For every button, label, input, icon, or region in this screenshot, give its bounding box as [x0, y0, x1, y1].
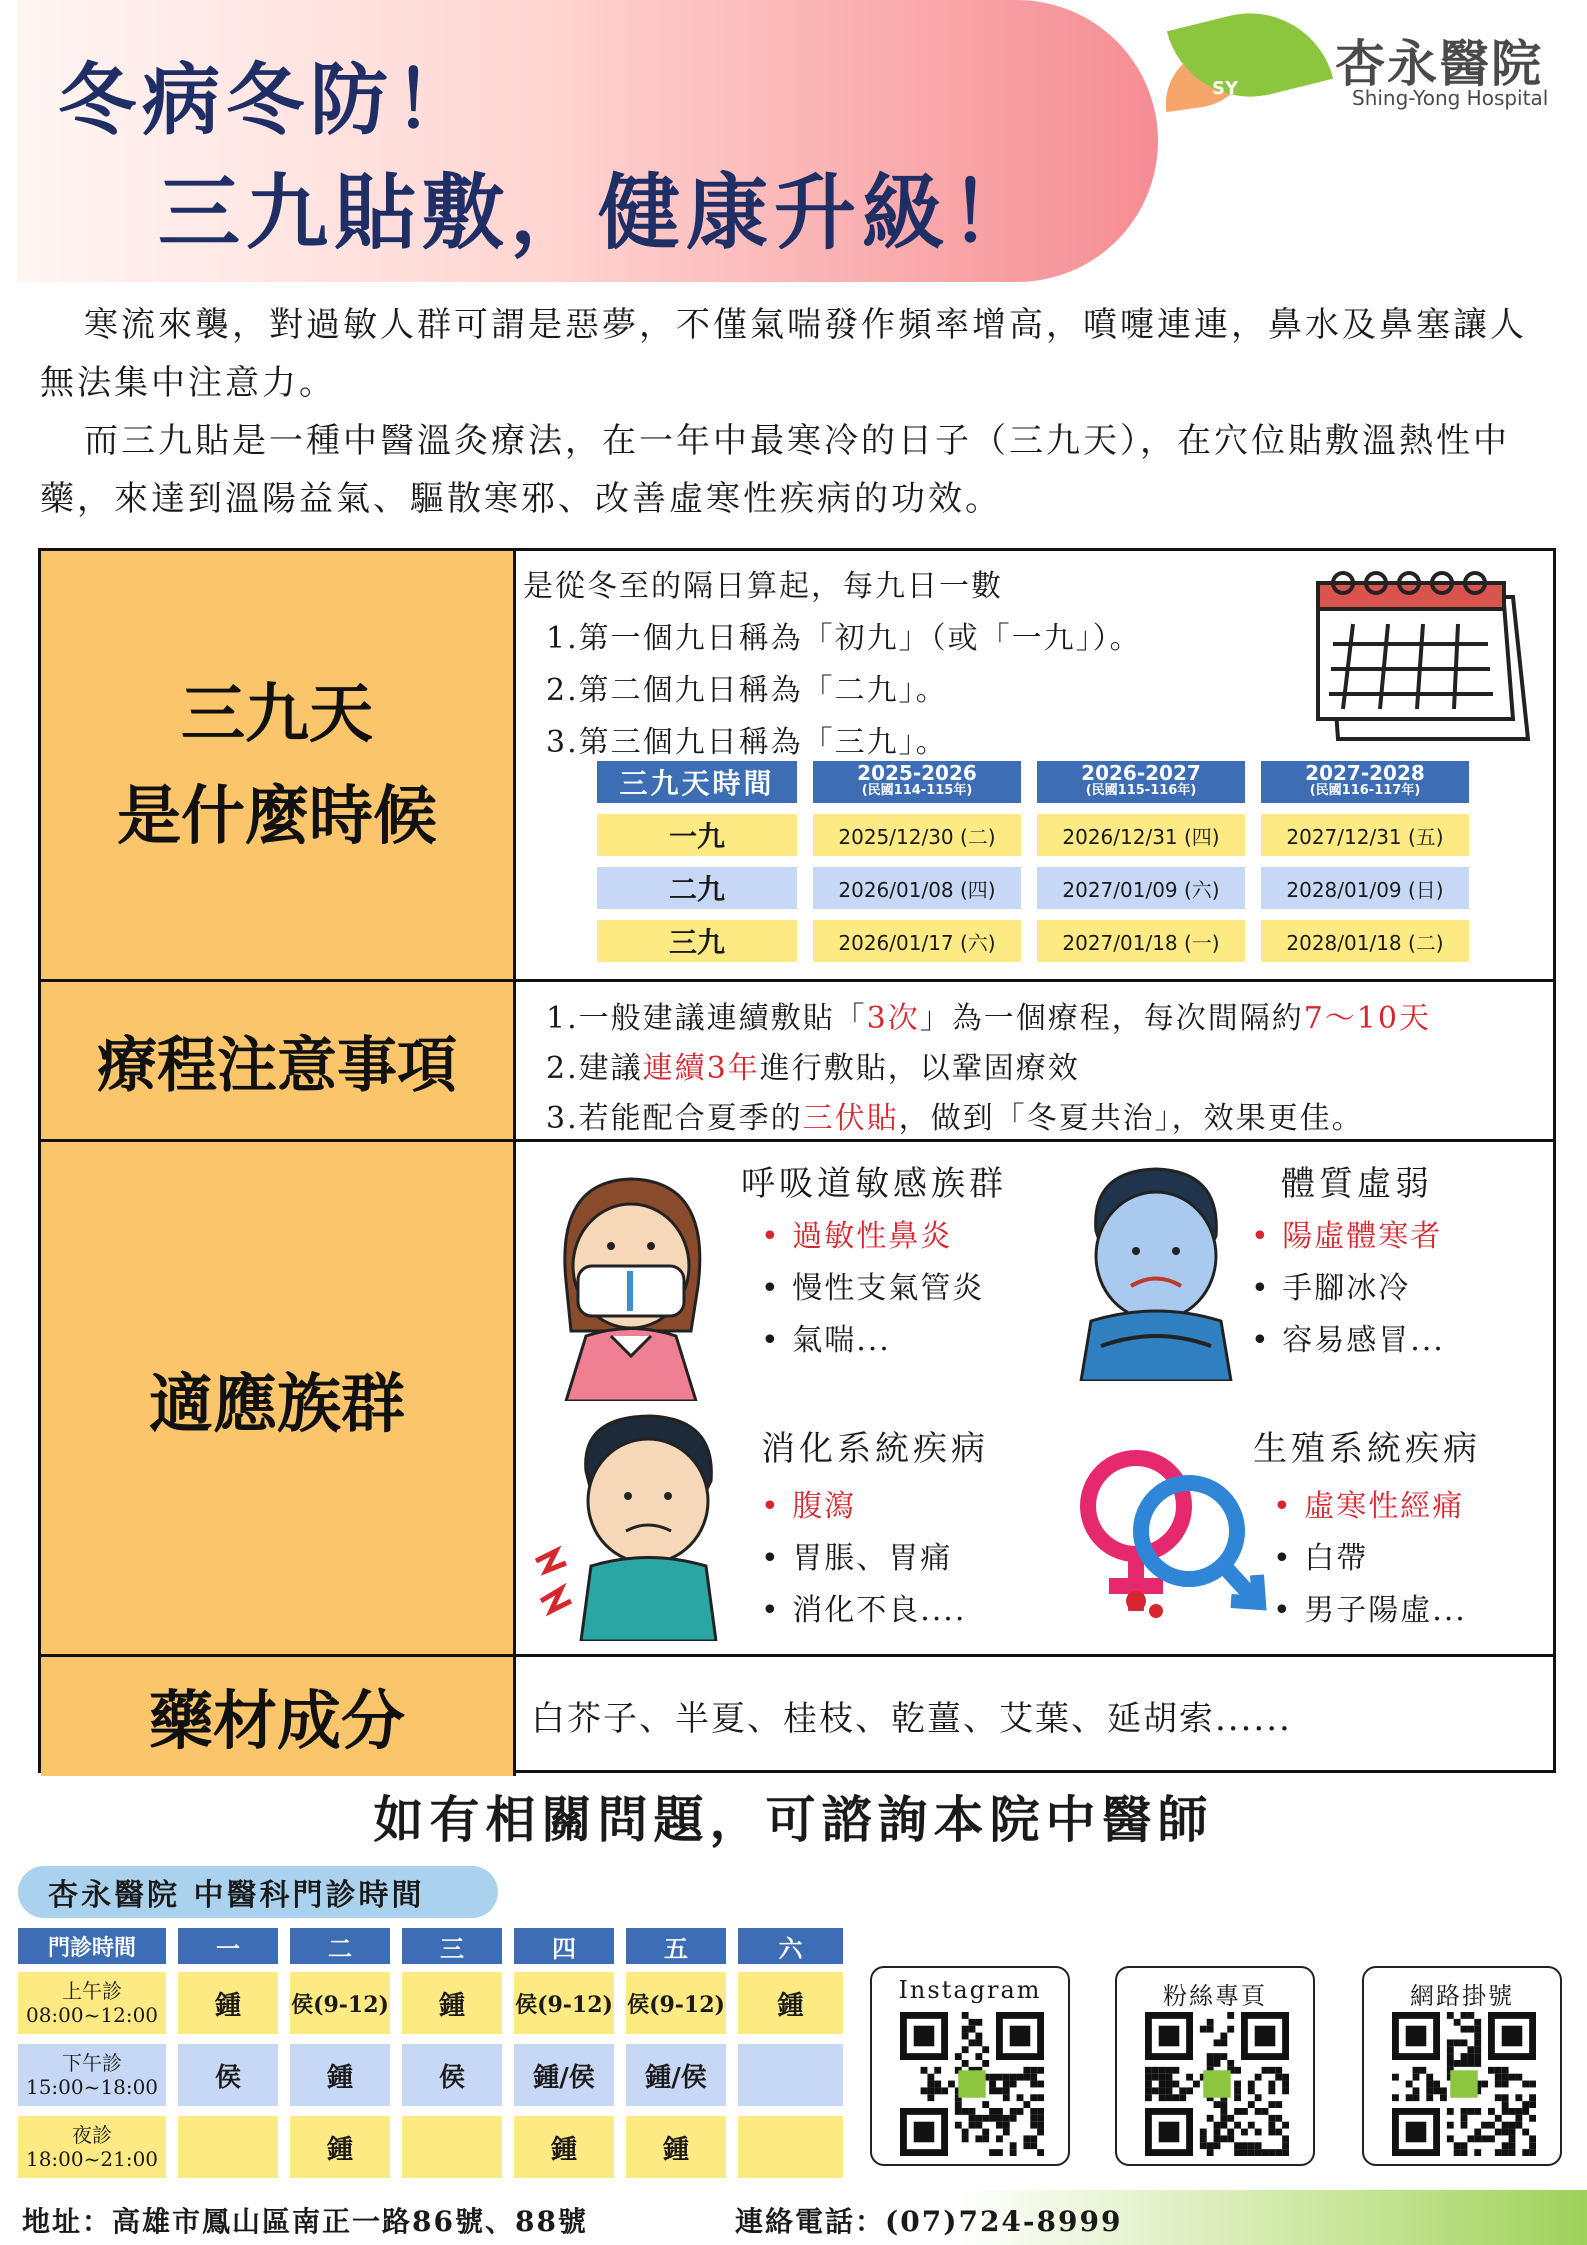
- group-item-text: 氣喘...: [792, 1323, 891, 1358]
- group-item-text: 胃脹、胃痛: [792, 1541, 953, 1576]
- register-qr-card[interactable]: [1362, 1966, 1562, 2166]
- hours-slot: [18, 1972, 166, 2034]
- hours-day: 二: [290, 1928, 390, 1964]
- slot-time: 18:00~21:00: [25, 2147, 159, 2171]
- schedule-date: 2028/01/18 (二): [1261, 920, 1469, 962]
- year-label: 2025-2026: [857, 761, 977, 785]
- schedule-date: 2026/01/08 (四): [813, 867, 1021, 909]
- hours-cell: 侯(9-12): [514, 1972, 614, 2034]
- group-item-text: 男子陽虛...: [1304, 1593, 1467, 1628]
- hours-cell: 鍾: [402, 1972, 502, 2034]
- instagram-label: Instagram: [898, 1976, 1042, 2004]
- hours-cell: 鍾/侯: [514, 2044, 614, 2106]
- hours-cell: 鍾: [738, 1972, 843, 2034]
- group-item: • 白帶: [1273, 1541, 1369, 1576]
- group-item: • 慢性支氣管炎: [761, 1271, 985, 1306]
- note-highlight: 7～10天: [1303, 1001, 1431, 1036]
- group-item-text: 手腳冰冷: [1282, 1271, 1411, 1306]
- schedule-date: 2025/12/30 (二): [813, 814, 1021, 856]
- note-highlight: 三伏貼: [802, 1101, 899, 1136]
- note-line-2: [546, 1043, 1080, 1087]
- slot-name: 上午診: [62, 1979, 122, 2003]
- info-table: [38, 548, 1556, 1773]
- label-when-line-2: 是什麼時候: [117, 779, 437, 854]
- intro-paragraph-1: 寒流來襲，對過敏人群可謂是惡夢，不僅氣喘發作頻率增高，噴嚏連連，鼻水及鼻塞讓人無法集中注意力。: [40, 305, 1527, 403]
- when-intro: 是從冬至的隔日算起，每九日一數: [523, 569, 1003, 604]
- divider: [41, 1654, 1553, 1657]
- title-banner: [18, 0, 1158, 282]
- group-title: 生殖系統疾病: [1253, 1429, 1481, 1469]
- hospital-name: 杏永醫院: [1335, 35, 1543, 93]
- consult-message: 如有相關問題，可諮詢本院中醫師: [373, 1790, 1214, 1849]
- hours-cell: [402, 2116, 502, 2178]
- group-item: • 腹瀉: [761, 1489, 857, 1524]
- group-title: 呼吸道敏感族群: [741, 1164, 1007, 1204]
- cold-man-icon: [1051, 1151, 1261, 1381]
- hours-cell: [738, 2044, 843, 2106]
- hours-slot: [18, 2044, 166, 2106]
- footer-address: 地址：高雄市鳳山區南正一路86號、88號: [22, 2205, 588, 2238]
- group-item-text: 白帶: [1304, 1541, 1369, 1576]
- note-text: 3.若能配合夏季的: [546, 1101, 803, 1136]
- hours-cell: 鍾: [290, 2044, 390, 2106]
- hours-cell: 鍾: [514, 2116, 614, 2178]
- group-item: • 消化不良....: [761, 1593, 967, 1628]
- group-item-text: 過敏性鼻炎: [792, 1219, 953, 1254]
- note-highlight: 連續3年: [642, 1051, 760, 1086]
- label-notes: 療程注意事項: [41, 981, 516, 1141]
- when-item-3: 3.第三個九日稱為「三九」。: [546, 725, 948, 760]
- slot-time: 15:00~18:00: [25, 2075, 159, 2099]
- note-text: 1.一般建議連續敷貼「: [546, 1001, 867, 1036]
- schedule-row-name: 三九: [597, 920, 797, 962]
- group-item-text: 容易感冒...: [1282, 1323, 1445, 1358]
- schedule-header: 三九天時間: [597, 761, 797, 803]
- note-highlight: 3次: [866, 1001, 920, 1036]
- register-label: 網路掛號: [1410, 1982, 1514, 2010]
- hours-cell: [738, 2116, 843, 2178]
- hours-head: 門診時間: [18, 1928, 166, 1964]
- group-item-text: 陽虛體寒者: [1282, 1219, 1443, 1254]
- hours-day: 六: [738, 1928, 843, 1964]
- logo-mark: SY: [1212, 78, 1238, 99]
- hours-cell: 侯(9-12): [290, 1972, 390, 2034]
- roc-label: (民國115-116年): [1085, 783, 1197, 798]
- stomachache-man-icon: [526, 1401, 746, 1641]
- schedule-date: 2027/01/18 (一): [1037, 920, 1245, 962]
- hours-cell: 侯: [178, 2044, 278, 2106]
- label-when: [41, 551, 516, 981]
- sneezing-woman-icon: [526, 1161, 736, 1401]
- instagram-qr-code-icon[interactable]: [900, 2012, 1044, 2156]
- group-item-text: 消化不良....: [792, 1593, 967, 1628]
- gender-symbols-icon: [1061, 1441, 1271, 1621]
- hours-day: 三: [402, 1928, 502, 1964]
- ingredients-text: 白芥子、半夏、桂枝、乾薑、艾葉、延胡索......: [531, 1699, 1292, 1739]
- schedule-row-name: 一九: [597, 814, 797, 856]
- register-qr-code-icon[interactable]: [1392, 2012, 1536, 2156]
- label-ingredients: 藥材成分: [41, 1656, 516, 1776]
- hours-day: 四: [514, 1928, 614, 1964]
- note-text: 」為一個療程，每次間隔約: [919, 1001, 1304, 1036]
- hours-cell: 鍾: [290, 2116, 390, 2178]
- group-item-text: 慢性支氣管炎: [792, 1271, 985, 1306]
- group-item: • 胃脹、胃痛: [761, 1541, 953, 1576]
- group-item: • 陽虛體寒者: [1251, 1219, 1443, 1254]
- label-when-line-1: 三九天: [181, 677, 373, 752]
- group-item: • 虛寒性經痛: [1273, 1489, 1465, 1524]
- fanpage-qr-code-icon[interactable]: [1145, 2012, 1289, 2156]
- note-line-1: [546, 993, 1431, 1037]
- divider: [41, 979, 1553, 982]
- hours-cell: 侯: [402, 2044, 502, 2106]
- intro-paragraph-2: 而三九貼是一種中醫溫灸療法，在一年中最寒冷的日子（三九天），在穴位貼敷溫熱性中藥，來達到溫陽益氣、驅散寒邪、改善虛寒性疾病的功效。: [40, 421, 1510, 519]
- slot-name: 夜診: [72, 2123, 112, 2147]
- group-item-text: 腹瀉: [792, 1489, 857, 1524]
- year-label: 2027-2028: [1305, 761, 1425, 785]
- label-groups: 適應族群: [41, 1141, 516, 1656]
- hours-cell: 侯(9-12): [626, 1972, 726, 2034]
- schedule-date: 2027/12/31 (五): [1261, 814, 1469, 856]
- group-item: • 容易感冒...: [1251, 1323, 1445, 1358]
- fanpage-qr-card[interactable]: [1115, 1966, 1315, 2166]
- hours-cell: [178, 2116, 278, 2178]
- hospital-name-en: Shing-Yong Hospital: [1352, 86, 1549, 110]
- note-text: 2.建議: [546, 1051, 643, 1086]
- schedule-row-name: 二九: [597, 867, 797, 909]
- group-item-text: 虛寒性經痛: [1304, 1489, 1465, 1524]
- footer-phone: 連絡電話：(07)724-8999: [735, 2205, 1123, 2238]
- schedule-date: 2028/01/09 (日): [1261, 867, 1469, 909]
- calendar-icon: [1298, 569, 1533, 744]
- group-item: • 過敏性鼻炎: [761, 1219, 953, 1254]
- group-title: 體質虛弱: [1281, 1164, 1433, 1204]
- schedule-year-3: [1261, 761, 1469, 803]
- group-item: • 氣喘...: [761, 1323, 891, 1358]
- note-line-3: [546, 1093, 1364, 1137]
- hours-slot: [18, 2116, 166, 2178]
- note-text: ，做到「冬夏共治」，效果更佳。: [898, 1101, 1364, 1136]
- hours-title: 杏永醫院 中醫科門診時間: [18, 1866, 498, 1918]
- schedule-date: 2026/01/17 (六): [813, 920, 1021, 962]
- roc-label: (民國116-117年): [1309, 783, 1421, 798]
- schedule-date: 2027/01/09 (六): [1037, 867, 1245, 909]
- group-title: 消化系統疾病: [761, 1429, 989, 1469]
- instagram-qr-card[interactable]: [870, 1966, 1070, 2166]
- fanpage-label: 粉絲專頁: [1163, 1982, 1267, 2010]
- when-item-2: 2.第二個九日稱為「二九」。: [546, 673, 948, 708]
- title-line-2: 三九貼敷，健康升級！: [158, 165, 1039, 261]
- slot-time: 08:00~12:00: [25, 2003, 159, 2027]
- year-label: 2026-2027: [1081, 761, 1201, 785]
- group-item: • 手腳冰冷: [1251, 1271, 1411, 1306]
- hours-cell: 鍾/侯: [626, 2044, 726, 2106]
- schedule-year-1: [813, 761, 1021, 803]
- hours-day: 五: [626, 1928, 726, 1964]
- hours-cell: 鍾: [626, 2116, 726, 2178]
- hours-day: 一: [178, 1928, 278, 1964]
- roc-label: (民國114-115年): [861, 783, 973, 798]
- title-line-1: 冬病冬防！: [58, 55, 479, 146]
- note-text: 進行敷貼，以鞏固療效: [759, 1051, 1080, 1086]
- slot-name: 下午診: [62, 2051, 122, 2075]
- divider: [41, 1139, 1553, 1142]
- schedule-year-2: [1037, 761, 1245, 803]
- hours-cell: 鍾: [178, 1972, 278, 2034]
- schedule-date: 2026/12/31 (四): [1037, 814, 1245, 856]
- when-item-1: 1.第一個九日稱為「初九」（或「一九」）。: [546, 621, 1142, 656]
- group-item: • 男子陽虛...: [1273, 1593, 1467, 1628]
